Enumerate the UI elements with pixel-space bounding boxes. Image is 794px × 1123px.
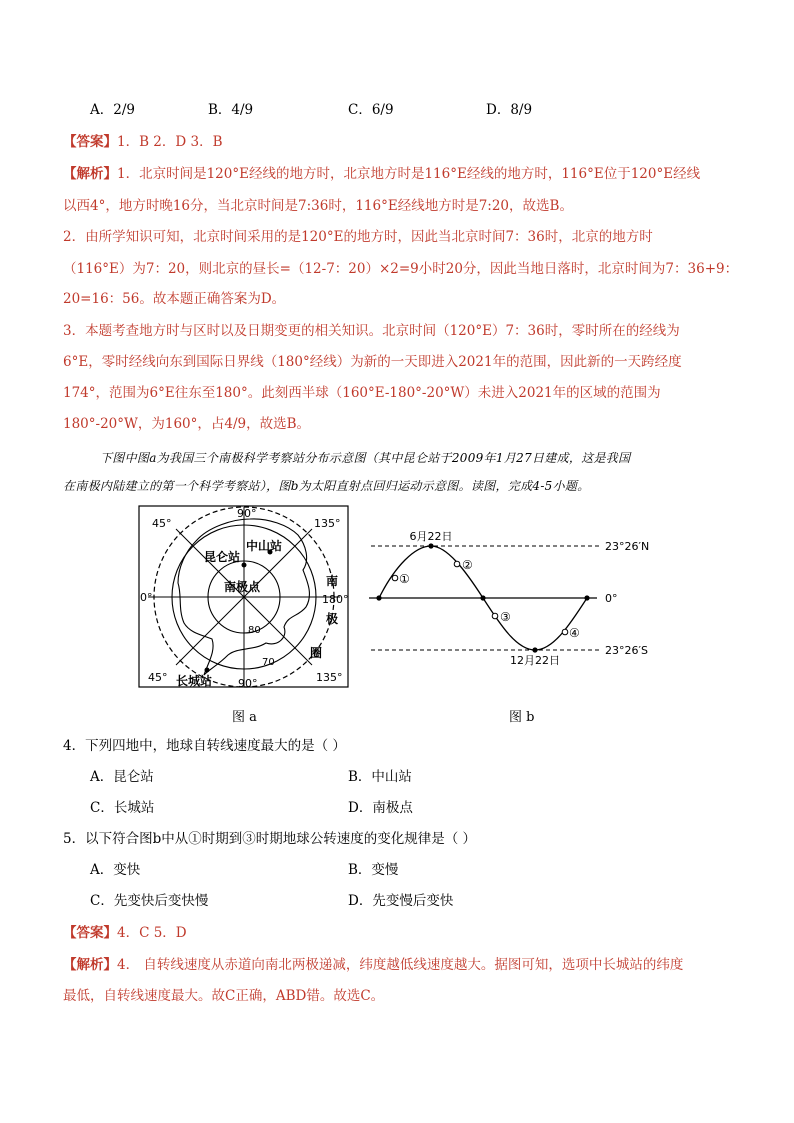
answer-tag: 【答案】 <box>63 134 117 150</box>
label-0: 0° <box>140 591 153 604</box>
kunlun-station-marker <box>242 563 247 568</box>
q5-stem: 5．以下符合图b中从①时期到③时期地球公转速度的变化规律是（ ） <box>63 831 477 847</box>
point-2-label: ② <box>462 558 473 572</box>
q3-option-c: C．6/9 <box>348 102 394 118</box>
answer-text: 4．C 5．D <box>117 925 187 941</box>
point-3-label: ③ <box>500 610 511 624</box>
q3-option-b: B．4/9 <box>208 102 254 118</box>
label-180: 180° <box>322 593 349 606</box>
label-90-top: 90° <box>237 507 257 520</box>
label-antarctic-circle-3: 圈 <box>310 646 323 660</box>
q3-option-a: A．2/9 <box>90 102 135 118</box>
analysis-line: 以西4°，地方时晚16分，当北京时间是7:36时，116°E经线地方时是7:20，故选B。 <box>63 198 573 214</box>
point-4-label: ④ <box>569 626 580 640</box>
label-zhongshan: 中山站 <box>246 539 283 553</box>
analysis-line: 180°-20°W，为160°，占4/9，故选B。 <box>63 416 311 432</box>
label-80: 80 <box>248 625 261 636</box>
label-tropic-north: 23°26′N <box>605 540 650 553</box>
answer-block-1 <box>63 131 223 153</box>
analysis-line: （116°E）为7：20，则北京的昼长=（12-7：20）×2=9小时20分，因此当地日落时，北京时间为7：36+9： <box>63 261 739 277</box>
q5-option-b: B．变慢 <box>348 862 399 878</box>
label-changcheng: 长城站 <box>176 674 213 688</box>
label-kunlun: 昆仑站 <box>204 550 241 564</box>
label-45-top-left: 45° <box>152 517 172 530</box>
label-135-top-right: 135° <box>314 517 341 530</box>
analysis-line <box>63 163 700 185</box>
q4-option-d: D．南极点 <box>348 800 413 816</box>
q3-option-d: D．8/9 <box>486 102 533 118</box>
intro-line: 下图中图a为我国三个南极科学考察站分布示意图（其中昆仑站于2009年1月27日建成，这是我国 <box>100 451 631 465</box>
changcheng-station-marker <box>205 668 210 673</box>
figure-b-solar-path <box>365 526 665 666</box>
label-south-pole: 南极点 <box>224 580 261 594</box>
point-1-label: ① <box>399 572 410 586</box>
label-45-bottom-left: 45° <box>148 671 168 684</box>
q4-option-a: A．昆仑站 <box>90 769 154 785</box>
figure-a-caption: 图 a <box>232 710 257 725</box>
analysis-line: 最低，自转线速度最大。故C正确，ABD错。故选C。 <box>63 988 385 1004</box>
label-tropic-south: 23°26′S <box>605 644 648 657</box>
analysis-line: 6°E，零时经线向东到国际日界线（180°经线）为新的一天即进入2021年的范围，因此新的一天跨经度 <box>63 354 682 370</box>
q4-option-b: B．中山站 <box>348 769 412 785</box>
label-december-22: 12月22日 <box>510 654 560 666</box>
q5-option-c: C．先变快后变快慢 <box>90 893 209 909</box>
analysis-line: 3．本题考查地方时与区时以及日期变更的相关知识。北京时间（120°E）7：36时，零时所在的经线为 <box>63 323 680 339</box>
answer-text: 1．B 2．D 3．B <box>117 134 223 150</box>
analysis-tag: 【解析】 <box>63 166 117 182</box>
analysis-line: 2．由所学知识可知，北京时间采用的是120°E的地方时，因此当北京时间7：36时，北京的地方时 <box>63 229 653 245</box>
label-70: 70 <box>262 657 275 668</box>
analysis-tag: 【解析】 <box>63 957 117 973</box>
q4-stem: 4．下列四地中，地球自转线速度最大的是（ ） <box>63 738 346 754</box>
label-equator-0: 0° <box>605 592 618 605</box>
q5-option-d: D．先变慢后变快 <box>348 893 454 909</box>
label-antarctic-circle-1: 南 <box>326 574 339 588</box>
analysis-line <box>63 954 683 976</box>
analysis-line: 20=16：56。故本题正确答案为D。 <box>63 291 286 307</box>
label-antarctic-circle-2: 极 <box>326 612 339 626</box>
figure-a-antarctica-map <box>138 505 350 690</box>
analysis-line: 174°，范围为6°E往东至180°。此刻西半球（160°E-180°-20°W）未进入2021年的区域的范围为 <box>63 385 661 401</box>
answer-tag: 【答案】 <box>63 925 117 941</box>
label-90-bottom: 90° <box>238 677 258 690</box>
figure-b-caption: 图 b <box>509 710 535 725</box>
analysis-text: 4． 自转线速度从赤道向南北两极递减，纬度越低线速度越大。据图可知，选项中长城站的纬度 <box>117 957 684 973</box>
analysis-text: 1．北京时间是120°E经线的地方时，北京地方时是116°E经线的地方时，116°E位于120°E经线 <box>117 166 701 182</box>
label-june-22: 6月22日 <box>409 530 453 543</box>
label-135-bottom-right: 135° <box>316 671 343 684</box>
intro-line: 在南极内陆建立的第一个科学考察站），图b为太阳直射点回归运动示意图。读图，完成4-5小题。 <box>63 479 590 493</box>
q5-option-a: A．变快 <box>90 862 141 878</box>
q4-option-c: C．长城站 <box>90 800 155 816</box>
answer-block-2 <box>63 922 187 944</box>
